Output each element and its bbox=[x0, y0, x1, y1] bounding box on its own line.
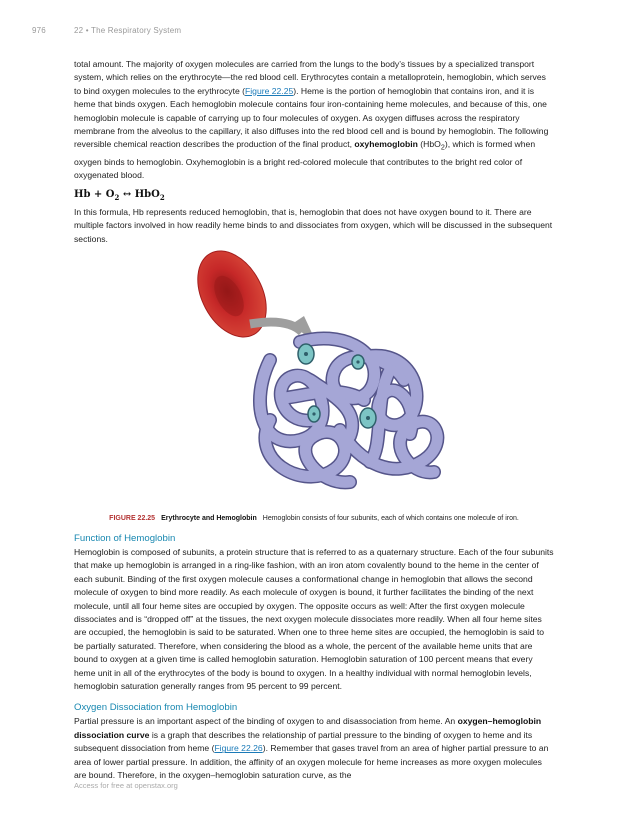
figure-22-25-link[interactable]: Figure 22.25 bbox=[245, 85, 294, 96]
text-run: total amount. The majority of oxygen molecules are carried from the lungs to the body’s tissues by a specialized transport system, which relies on the erythrocyte—the red blood cell. Erythrocytes contain a metalloprotein, hemoglobin, which serves to bind oxygen molecules to the erythrocyte ( bbox=[74, 59, 546, 96]
text-run: ), which is formed when oxygen binds to hemoglobin. Oxyhemoglobin is a bright red-colored molecule that contributes to the bright red color of oxygenated blood. bbox=[74, 139, 536, 180]
paragraph-intro bbox=[74, 58, 554, 182]
text-run: ). Remember that gases travel from an area of higher partial pressure to an area of lower partial pressure. In addition, the affinity of an oxygen molecule for heme increases as more oxygen molecules are bound. Therefore, in the oxygen–hemoglobin saturation curve, as the bbox=[74, 743, 549, 781]
figure-22-26-link[interactable]: Figure 22.26 bbox=[214, 743, 263, 754]
formula-part: Hb + O bbox=[74, 189, 115, 201]
hemoglobin-protein-icon bbox=[260, 338, 437, 482]
text-run: (HbO bbox=[417, 139, 441, 150]
paragraph-formula-explanation: In this formula, Hb represents reduced hemoglobin, that is, hemoglobin that does not have oxygen bound to it. There are multiple factors involved in how readily heme binds to and dissociates from oxygen, which will be discussed in the subsequent sections. bbox=[74, 206, 553, 244]
figure-caption bbox=[74, 514, 554, 524]
term-oxyhemoglobin: oxyhemoglobin bbox=[354, 139, 418, 150]
term-dissociation-curve: oxygen–hemoglobin dissociation curve bbox=[74, 716, 542, 740]
heme-icon bbox=[360, 408, 376, 428]
heme-icon bbox=[308, 406, 320, 422]
figure-title: Erythrocyte and Hemoglobin bbox=[161, 515, 257, 522]
figure-erythrocyte-hemoglobin bbox=[74, 250, 554, 508]
page-number: 976 bbox=[32, 26, 46, 35]
running-head bbox=[32, 26, 181, 35]
paragraph-function: Hemoglobin is composed of subunits, a protein structure that is referred to as a quaternary structure. Each of the four subunits that make up hemoglobin is arranged in a ring-like fashion, with an iron atom covalently bound to the heme in the center of each subunit. Binding of the first oxygen molecule causes a conformational change in hemoglobin that allows the second molecule of oxygen to bind more readily. As each molecule of oxygen is bound, it further facilitates the binding of the next molecule, until all four heme sites are occupied by oxygen. The opposite occurs as well: After the first oxygen molecule dissociates and is “dropped off” at the tissues, the next oxygen molecule dissociates more readily. When all four heme sites are occupied, the hemoglobin is said to be saturated. When one to three heme sites are occupied, the hemoglobin is said to be partially saturated. Therefore, when considering the blood as a whole, the percent of the available heme units that are bound to oxygen at a given time is called hemoglobin saturation. Hemoglobin saturation of 100 percent means that every heme unit in all of the erythrocytes of the body is bound to oxygen. In a healthy individual with normal hemoglobin levels, hemoglobin saturation generally ranges from 95 percent to 99 percent. bbox=[74, 547, 554, 692]
heme-icon bbox=[352, 355, 364, 369]
formula-subscript: 2 bbox=[159, 193, 165, 203]
formula-part: ↔ HbO bbox=[119, 189, 160, 201]
chemical-formula bbox=[74, 188, 554, 204]
text-run: is a graph that describes the relationship of partial pressure to the binding of oxygen to heme and its subsequent dissociation from heme ( bbox=[74, 729, 533, 754]
chapter-title: 22 • The Respiratory System bbox=[74, 26, 182, 35]
figure-caption-text: Hemoglobin consists of four subunits, each of which contains one molecule of iron. bbox=[262, 515, 519, 522]
figure-number: FIGURE 22.25 bbox=[109, 515, 156, 522]
page-content bbox=[74, 58, 554, 783]
formula-subscript: 2 bbox=[114, 193, 120, 203]
text-run: Partial pressure is an important aspect of the binding of oxygen to and disassociation from heme. An bbox=[74, 716, 458, 727]
heme-icon bbox=[298, 344, 314, 364]
paragraph-dissociation bbox=[74, 715, 554, 782]
footer-access-note: Access for free at openstax.org bbox=[74, 781, 178, 790]
section-heading-function-of-hemoglobin: Function of Hemoglobin bbox=[74, 533, 176, 544]
red-blood-cell-icon bbox=[184, 250, 280, 349]
text-run: ). Heme is the portion of hemoglobin that contains iron, and it is heme that binds oxygen. Each hemoglobin molecule contains four iron-containing heme molecules, and because of this, one hemoglobin molecule is capable of carrying up to four molecules of oxygen. As oxygen diffuses across the respiratory membrane from the alveolus to the capillary, it also diffuses into the red blood cell and is bound by hemoglobin. The following reversible chemical reaction describes the production of the final product, bbox=[74, 85, 549, 150]
section-heading-oxygen-dissociation: Oxygen Dissociation from Hemoglobin bbox=[74, 702, 238, 714]
hemoglobin-illustration bbox=[74, 250, 554, 508]
subscript: 2 bbox=[440, 144, 445, 153]
